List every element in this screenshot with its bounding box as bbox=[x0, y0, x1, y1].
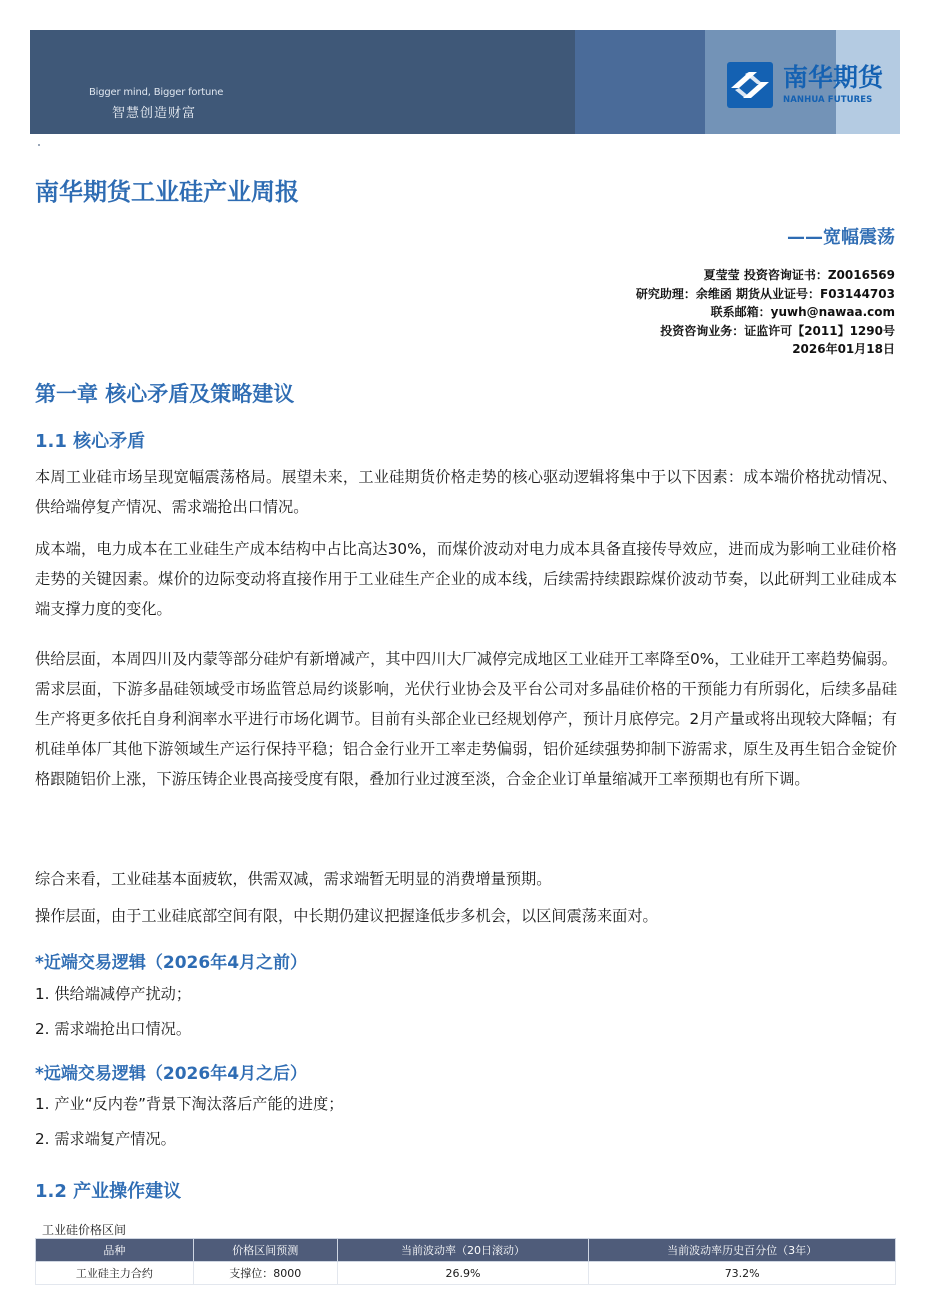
nanhua-logo-icon bbox=[727, 62, 773, 108]
header-banner bbox=[30, 30, 900, 134]
decorative-dot bbox=[38, 144, 40, 146]
contact-email: 联系邮箱：yuwh@nawaa.com bbox=[710, 305, 895, 319]
section-title-operation: 1.2 产业操作建议 bbox=[35, 1181, 182, 1202]
table-row bbox=[36, 1262, 896, 1285]
chapter-title: 第一章 核心矛盾及策略建议 bbox=[35, 382, 295, 406]
header-variety: 品种 bbox=[36, 1239, 194, 1262]
document-subtitle: ——宽幅震荡 bbox=[787, 227, 895, 248]
document-title: 南华期货工业硅产业周报 bbox=[35, 178, 299, 206]
license-info: 投资咨询业务：证监许可【2011】1290号 bbox=[660, 323, 895, 338]
report-date: 2026年01月18日 bbox=[792, 342, 895, 356]
header-volatility: 当前波动率（20日滚动） bbox=[337, 1239, 589, 1262]
assistant-credential: 研究助理：余维函 期货从业证号：F03144703 bbox=[635, 286, 895, 301]
near-term-item-1: 1. 供给端减停产扰动； bbox=[35, 985, 192, 1003]
section-title-core-conflict: 1.1 核心矛盾 bbox=[35, 431, 146, 452]
price-range-table bbox=[35, 1238, 896, 1285]
table-header-row bbox=[36, 1239, 896, 1262]
paragraph-summary: 综合来看，工业硅基本面疲软，供需双减，需求端暂无明显的消费增量预期。 bbox=[35, 870, 552, 888]
author-info bbox=[636, 266, 895, 359]
logo-text-english: NANHUA FUTURES bbox=[783, 95, 873, 105]
cell-volatility-percentile: 73.2% bbox=[589, 1262, 896, 1285]
slogan-chinese: 智慧创造财富 bbox=[112, 106, 197, 121]
near-term-item-2: 2. 需求端抢出口情况。 bbox=[35, 1020, 192, 1038]
cell-variety: 工业硅主力合约 bbox=[36, 1262, 194, 1285]
far-term-item-1: 1. 产业“反内卷”背景下淘汰落后产能的进度； bbox=[35, 1095, 344, 1113]
table-caption: 工业硅价格区间 bbox=[42, 1223, 127, 1237]
header-price-forecast: 价格区间预测 bbox=[193, 1239, 337, 1262]
paragraph-cost: 成本端，电力成本在工业硅生产成本结构中占比高达30%，而煤价波动对电力成本具备直接传导效应，进而成为影响工业硅价格走势的关键因素。煤价的边际变动将直接作用于工业硅生产企业的成本线，后续需持续跟踪煤价波动节奏，以此研判工业硅成本端支撑力度的变化。 bbox=[35, 540, 897, 618]
paragraph-overview: 本周工业硅市场呈现宽幅震荡格局。展望未来，工业硅期货价格走势的核心驱动逻辑将集中于以下因素：成本端价格扰动情况、供给端停复产情况、需求端抢出口情况。 bbox=[35, 468, 897, 516]
header-volatility-percentile: 当前波动率历史百分位（3年） bbox=[589, 1239, 896, 1262]
cell-volatility: 26.9% bbox=[337, 1262, 589, 1285]
cell-price-forecast: 支撑位：8000 bbox=[193, 1262, 337, 1285]
near-term-logic-title: *近端交易逻辑（2026年4月之前） bbox=[35, 953, 308, 973]
slogan-english: Bigger mind, Bigger fortune bbox=[89, 87, 224, 98]
paragraph-operation: 操作层面，由于工业硅底部空间有限，中长期仍建议把握逢低步多机会，以区间震荡来面对。 bbox=[35, 907, 658, 925]
far-term-item-2: 2. 需求端复产情况。 bbox=[35, 1130, 176, 1148]
analyst-credential: 夏莹莹 投资咨询证书：Z0016569 bbox=[703, 268, 895, 282]
banner-segment-mid bbox=[575, 30, 705, 134]
paragraph-supply-demand: 供给层面，本周四川及内蒙等部分硅炉有新增减产，其中四川大厂减停完成地区工业硅开工率降至0%，工业硅开工率趋势偏弱。需求层面，下游多晶硅领域受市场监管总局约谈影响，光伏行业协会及平台公司对多晶硅价格的干预能力有所弱化，后续多晶硅生产将更多依托自身利润率水平进行市场化调节。目前有头部企业已经规划停产，预计月底停完。2月产量或将出现较大降幅；有机硅单体厂其他下游领域生产运行保持平稳；铝合金行业开工率走势偏弱，铝价延续强势抑制下游需求，原生及再生铝合金锭价格跟随铝价上涨，下游压铸企业畏高接受度有限，叠加行业过渡至淡，合金企业订单量缩减开工率预期也有所下调。 bbox=[35, 650, 897, 788]
logo-text-chinese: 南华期货 bbox=[783, 63, 884, 92]
far-term-logic-title: *远端交易逻辑（2026年4月之后） bbox=[35, 1064, 308, 1084]
